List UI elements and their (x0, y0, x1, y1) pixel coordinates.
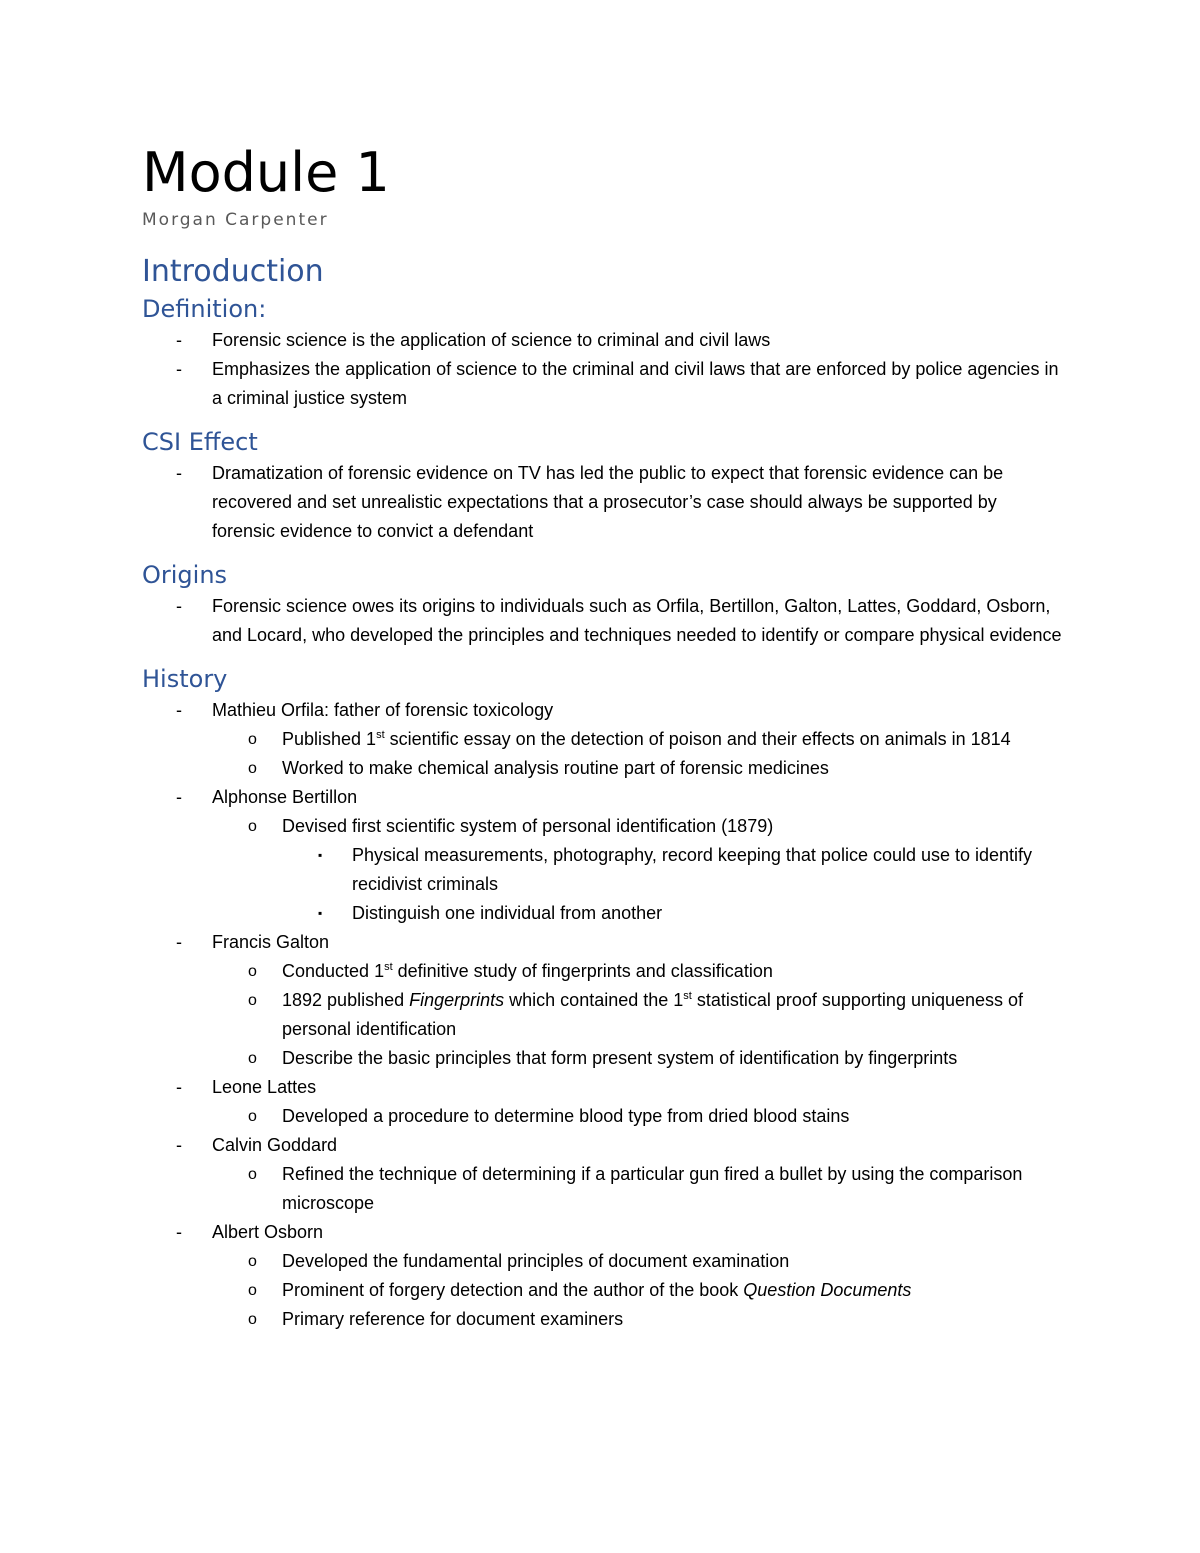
heading-definition: Definition: (142, 295, 267, 323)
dash-bullet: - (176, 596, 182, 616)
list-item (142, 1102, 1062, 1131)
heading-history: History (142, 665, 228, 693)
list-item-text: Conducted 1st definitive study of fingerprints and classification (282, 961, 773, 981)
origins-list (142, 592, 1062, 650)
heading-origins: Origins (142, 561, 228, 589)
list-item-text: Dramatization of forensic evidence on TV has led the public to expect that forensic evidence can be recovered and set unrealistic expectations that a prosecutor’s case should always be supported by forensic evidence to convict a defendant (212, 463, 1004, 541)
section-csi-effect (142, 425, 1062, 546)
list-item-text: Forensic science owes its origins to individuals such as Orfila, Bertillon, Galton, Lattes, Goddard, Osborn, and Locard, who developed the principles and techniques needed to identify or compare physical evidence (212, 596, 1062, 645)
list-item-text: Developed a procedure to determine blood type from dried blood stains (282, 1106, 850, 1126)
list-item-text: Devised first scientific system of personal identification (1879) (282, 816, 774, 836)
list-item-osborn (142, 1218, 1062, 1247)
list-item-text: Prominent of forgery detection and the author of the book Question Documents (282, 1280, 912, 1300)
list-item-text: Published 1st scientific essay on the detection of poison and their effects on animals in 1814 (282, 729, 1011, 749)
heading-introduction: Introduction (142, 254, 324, 289)
list-item-text: Mathieu Orfila: father of forensic toxicology (212, 700, 554, 720)
bertillon-sublist (142, 812, 1062, 928)
list-item-text: Refined the technique of determining if a particular gun fired a bullet by using the comparison microscope (282, 1164, 1023, 1213)
dash-bullet: - (176, 330, 182, 350)
dash-bullet: - (176, 463, 182, 483)
circle-bullet: o (248, 963, 257, 980)
dash-bullet: - (176, 1222, 182, 1242)
list-item (142, 592, 1062, 650)
square-bullet: ▪ (318, 848, 323, 862)
goddard-sublist (142, 1160, 1062, 1218)
list-item-text: Alphonse Bertillon (212, 787, 358, 807)
circle-bullet: o (248, 1108, 257, 1125)
list-item (142, 754, 1062, 783)
document-author: Morgan Carpenter (142, 210, 329, 230)
dash-bullet: - (176, 787, 182, 807)
list-item (142, 459, 1062, 546)
circle-bullet: o (248, 992, 257, 1009)
list-item-text: Francis Galton (212, 932, 330, 952)
list-item-text: Distinguish one individual from another (352, 903, 663, 923)
heading-csi-effect: CSI Effect (142, 428, 258, 456)
list-item-text: Forensic science is the application of science to criminal and civil laws (212, 330, 771, 350)
circle-bullet: o (248, 760, 257, 777)
list-item (142, 355, 1062, 413)
circle-bullet: o (248, 1253, 257, 1270)
list-item-galton (142, 928, 1062, 957)
list-item-text: Primary reference for document examiners (282, 1309, 624, 1329)
list-item-text: Leone Lattes (212, 1077, 317, 1097)
list-item (142, 1247, 1062, 1276)
list-item-text: Emphasizes the application of science to the criminal and civil laws that are enforced by police agencies in a criminal justice system (212, 359, 1059, 408)
csi-list (142, 459, 1062, 546)
dash-bullet: - (176, 1135, 182, 1155)
circle-bullet: o (248, 1282, 257, 1299)
section-origins (142, 558, 1062, 650)
list-item (142, 1160, 1062, 1218)
dash-bullet: - (176, 1077, 182, 1097)
circle-bullet: o (248, 731, 257, 748)
book-title: Question Documents (743, 1280, 912, 1300)
circle-bullet: o (248, 1166, 257, 1183)
list-item-text: Physical measurements, photography, record keeping that police could use to identify recidivist criminals (352, 845, 1033, 894)
book-title: Fingerprints (409, 990, 505, 1010)
list-item-text: Developed the fundamental principles of document examination (282, 1251, 790, 1271)
list-item (142, 812, 1062, 841)
dash-bullet: - (176, 932, 182, 952)
history-list (142, 696, 1062, 1334)
dash-bullet: - (176, 700, 182, 720)
list-item (142, 1276, 1062, 1305)
list-item-goddard (142, 1131, 1062, 1160)
square-bullet: ▪ (318, 906, 323, 920)
list-item (142, 326, 1062, 355)
list-item (142, 725, 1062, 754)
list-item (142, 957, 1062, 986)
list-item-lattes (142, 1073, 1062, 1102)
document-title: Module 1 (142, 141, 390, 204)
list-item-text: 1892 published Fingerprints which contained the 1st statistical proof supporting uniqueness of personal identification (282, 990, 1024, 1039)
list-item (142, 1044, 1062, 1073)
definition-list (142, 326, 1062, 413)
list-item (142, 899, 1062, 928)
list-item-text: Albert Osborn (212, 1222, 324, 1242)
dash-bullet: - (176, 359, 182, 379)
lattes-sublist (142, 1102, 1062, 1131)
circle-bullet: o (248, 818, 257, 835)
circle-bullet: o (248, 1311, 257, 1328)
list-item (142, 841, 1062, 899)
osborn-sublist (142, 1247, 1062, 1334)
circle-bullet: o (248, 1050, 257, 1067)
list-item-text: Describe the basic principles that form present system of identification by fingerprints (282, 1048, 958, 1068)
bertillon-subsublist (142, 841, 1062, 928)
list-item-text: Worked to make chemical analysis routine part of forensic medicines (282, 758, 829, 778)
orfila-sublist (142, 725, 1062, 783)
document-body (142, 138, 1062, 1334)
list-item-bertillon (142, 783, 1062, 812)
galton-sublist (142, 957, 1062, 1073)
list-item-orfila (142, 696, 1062, 725)
list-item (142, 1305, 1062, 1334)
section-history (142, 662, 1062, 1334)
list-item (142, 986, 1062, 1044)
list-item-text: Calvin Goddard (212, 1135, 338, 1155)
